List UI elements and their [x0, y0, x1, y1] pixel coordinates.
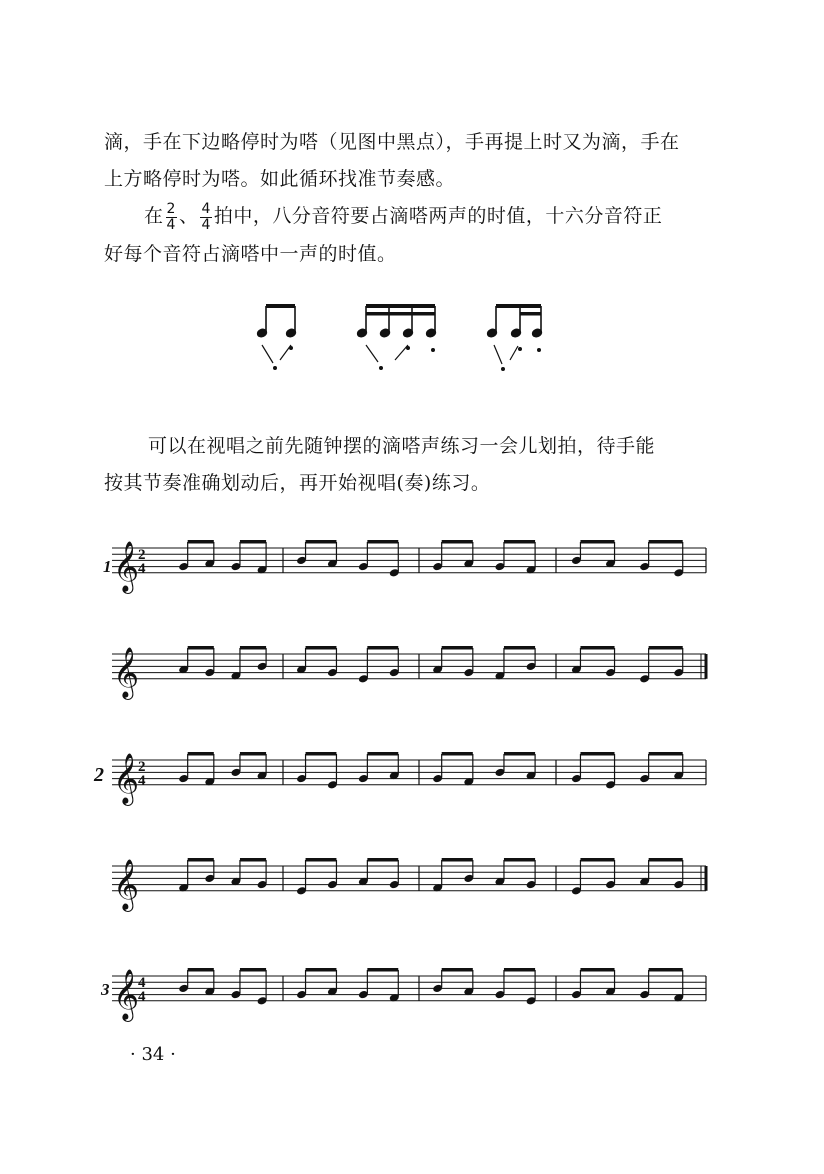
treble-clef-icon: 𝄞 [113, 646, 140, 698]
fraction-2-4: $\frac{2}{4}$ [166, 200, 176, 233]
note-beam [240, 968, 266, 972]
exercise-number-3: 3 [101, 980, 110, 999]
exercise-number-2: 2 [94, 764, 104, 786]
note-beam [504, 858, 535, 862]
note-beam [580, 646, 614, 650]
fraction-4-4: $\frac{4}{4}$ [201, 200, 211, 233]
note-beam [504, 646, 535, 650]
note-beam [649, 968, 683, 972]
note-beam [504, 968, 535, 972]
note-beam [580, 968, 614, 972]
treble-clef-icon: 𝄞 [113, 968, 140, 1020]
time-signature-3: 4 4 [138, 975, 146, 1005]
note-beam [580, 540, 614, 544]
note-beam [367, 540, 398, 544]
paragraph-3-line-1: 可以在视唱之前先随钟摆的滴嗒声练习一会儿划拍，待手能 [148, 435, 656, 457]
note-beam [649, 646, 683, 650]
note-beam [649, 540, 683, 544]
note-beam [580, 858, 614, 862]
paragraph-2-prefix: 在 [144, 205, 164, 227]
treble-clef-icon: 𝄞 [113, 858, 140, 910]
note-beam [240, 858, 266, 862]
note-beam [306, 858, 337, 862]
note-beam [504, 540, 535, 544]
time-signature-1: 2 4 [138, 547, 146, 577]
paragraph-2-separator: 、 [178, 205, 199, 227]
note-beam [367, 646, 398, 650]
note-beam [442, 858, 473, 862]
paragraph-1-line-1: 滴，手在下边略停时为嗒（见图中黑点），手再提上时又为滴，手在 [104, 131, 680, 153]
paragraph-2-line-2: 好每个音符占滴嗒中一声的时值。 [104, 243, 397, 265]
note-beam [188, 752, 214, 756]
note-beam [442, 752, 473, 756]
note-beam [306, 646, 337, 650]
note-beam [188, 858, 214, 862]
note-beam [649, 752, 683, 756]
exercise-number-1: 1 [103, 557, 112, 576]
note-beam [504, 752, 535, 756]
note-beam [306, 968, 337, 972]
note-beam [580, 752, 614, 756]
note-beam [442, 646, 473, 650]
note-beam [306, 540, 337, 544]
note-beam [367, 968, 398, 972]
page-number: · 34 · [130, 1044, 176, 1065]
note-beam [649, 858, 683, 862]
treble-clef-icon: 𝄞 [113, 540, 140, 592]
note-beam [240, 752, 266, 756]
note-beam [442, 968, 473, 972]
paragraph-3-line-2: 按其节奏准确划动后，再开始视唱(奏)练习。 [104, 472, 491, 494]
note-beam [240, 646, 266, 650]
note-beam [367, 858, 398, 862]
treble-clef-icon: 𝄞 [113, 752, 140, 804]
note-beam [367, 752, 398, 756]
note-beam [188, 540, 214, 544]
time-signature-2: 2 4 [138, 759, 146, 789]
paragraph-1-line-2: 上方略停时为嗒。如此循环找准节奏感。 [104, 168, 456, 190]
paragraph-2-line-1-rest: 拍中，八分音符要占滴嗒两声的时值，十六分音符正 [213, 205, 663, 227]
note-beam [240, 540, 266, 544]
note-beam [442, 540, 473, 544]
note-beam [188, 646, 214, 650]
note-beam [188, 968, 214, 972]
note-beam [306, 752, 337, 756]
